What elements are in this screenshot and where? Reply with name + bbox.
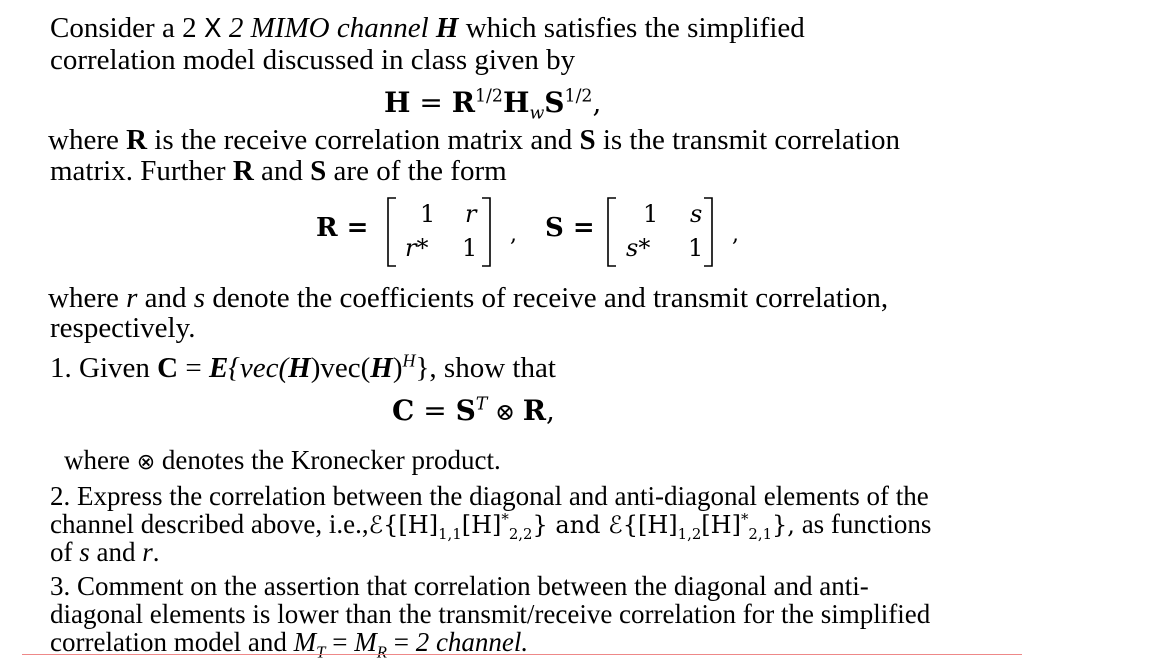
intro-line-1: Consider a 2 X 2 MIMO channel H which satisfies the simplified [50,12,805,44]
equation-h-model: $H = R^{1/2}H_wS^{1/2}$, [384,86,602,124]
matrix-r-22: 1 [462,234,478,262]
matrix-r-label: R = [316,213,369,243]
question-3-line-2: diagonal elements is lower than the transmit/receive correlation for the simplified [50,599,931,629]
question-1: 1. Given $C = E\{vec(H)vec(H)^H\}$, show that [50,350,556,384]
equation-kronecker: $C = S^T$ ⊗ R, [392,394,555,427]
question-3-line-1: 3. Comment on the assertion that correlation between the diagonal and anti- [50,571,869,601]
where-r-s-line-1: where R is the receive correlation matrix and S is the transmit correlation [48,124,901,156]
correlation-expression-2: $ℰ\{[H]_{1,2}[H]^*_{2,1}\}$, [608,510,795,543]
matrix-tail: , [732,222,739,247]
question-2-line-2: channel described above, $i.e.,ℰ\{[H]_{1,1}[H]^*_{2,2}\}$ and $ℰ\{[H]_{1,2}[H]^*_{2,1}\}$, as functions [50,509,932,543]
question-2-line-1: 2. Express the correlation between the diagonal and anti-diagonal elements of the [50,481,929,511]
where-r-s-line-2: matrix. Further R and S are of the form [50,155,507,187]
matrix-s-12: s [690,200,703,228]
matrix-s-label: S = [545,213,595,243]
intro-line-2: correlation model discussed in class given by [50,44,576,76]
matrix-r [384,196,494,268]
underline-divider [22,654,1022,655]
question-3-line-3: correlation model and $M_T = M_R = 2$ channel. [50,627,529,662]
where-coefficients-line-1: where r and s denote the coefficients of receive and transmit correlation, [48,282,889,314]
where-coefficients-line-2: respectively. [50,312,196,344]
matrix-s-11: 1 [643,200,659,228]
matrix-separator: , [510,222,517,247]
matrix-r-12: r [465,200,477,228]
matrix-s-22: 1 [688,234,704,262]
question-2-line-3: of s and r. [50,537,160,567]
where-kronecker: where ⊗ denotes the Kronecker product. [64,445,501,475]
matrix-r-11: 1 [420,200,436,228]
correlation-expression-1: $ℰ\{[H]_{1,1}[H]^*_{2,2}\}$ [368,510,548,543]
matrix-r-21: r* [405,234,429,262]
matrix-s-21: s* [626,234,651,262]
